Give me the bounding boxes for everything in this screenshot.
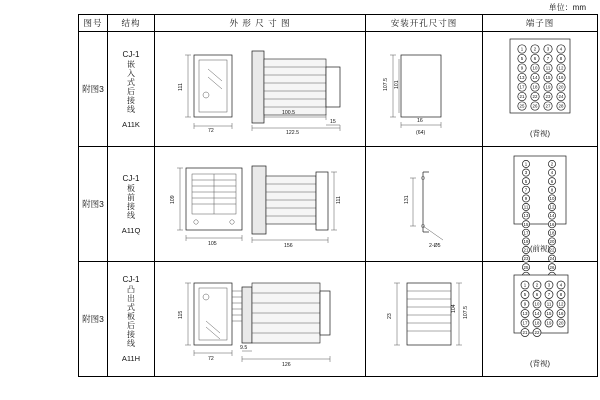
terminal-drawing-cell <box>483 147 598 270</box>
terminal-drawing-1 <box>484 33 596 145</box>
outline-drawing-cell <box>155 147 366 262</box>
terminal-number: 23 <box>523 256 529 262</box>
terminal-number: 21 <box>522 330 528 336</box>
hole-drawing-cell <box>366 147 483 262</box>
terminal-number: 12 <box>558 65 564 71</box>
terminal-number: 3 <box>546 46 550 52</box>
terminal-number: 2 <box>550 161 554 167</box>
fig-no-text: 附图3 <box>82 198 104 209</box>
terminal-number: 23 <box>545 94 551 100</box>
svg-text:23: 23 <box>387 313 393 319</box>
svg-text:107.5: 107.5 <box>383 78 389 91</box>
terminal-number: 16 <box>558 311 564 317</box>
terminal-number: 8 <box>550 187 554 193</box>
header-hole: 安装开孔尺寸图 <box>366 15 483 32</box>
svg-text:115: 115 <box>178 310 184 319</box>
terminal-number: 7 <box>524 187 528 193</box>
terminal-caption: (背视) <box>530 129 550 138</box>
terminal-number: 3 <box>524 170 528 176</box>
hole-drawing-2 <box>367 148 481 260</box>
svg-text:72: 72 <box>208 128 214 134</box>
terminal-number: 20 <box>549 239 555 244</box>
structure-code: A11Q <box>121 225 141 235</box>
svg-text:9.5: 9.5 <box>240 345 248 351</box>
terminal-number: 4 <box>559 46 563 52</box>
structure-cell <box>108 32 155 147</box>
table-header-row <box>79 15 598 32</box>
terminal-number: 15 <box>546 311 552 317</box>
terminal-number: 9 <box>524 196 528 201</box>
svg-text:122.5: 122.5 <box>286 130 299 136</box>
terminal-number: 8 <box>559 56 563 62</box>
terminal-number: 16 <box>549 221 555 227</box>
table-row <box>79 262 598 377</box>
terminal-number: 4 <box>559 282 563 288</box>
structure-cell <box>108 262 155 377</box>
terminal-caption: (前视) <box>530 244 550 253</box>
svg-text:109: 109 <box>170 195 176 204</box>
svg-text:16: 16 <box>417 118 423 124</box>
terminal-number: 14 <box>534 311 540 317</box>
unit-note: 单位：mm <box>548 3 586 12</box>
svg-text:2-Ø5: 2-Ø5 <box>429 243 441 249</box>
terminal-number: 1 <box>524 161 528 167</box>
structure-label: 嵌入式后接线 <box>126 59 136 114</box>
terminal-number: 10 <box>534 301 540 307</box>
svg-text:156: 156 <box>284 243 293 249</box>
terminal-number: 4 <box>550 170 554 176</box>
terminal-number: 6 <box>533 56 537 62</box>
terminal-number: 24 <box>558 94 564 100</box>
terminal-number: 6 <box>535 292 539 298</box>
terminal-number: 25 <box>519 103 525 109</box>
terminal-number: 26 <box>549 264 555 270</box>
terminal-number: 7 <box>547 292 551 298</box>
svg-text:126: 126 <box>282 362 291 368</box>
terminal-drawing-2 <box>484 148 596 270</box>
terminal-number: 11 <box>523 204 529 210</box>
terminal-number: 22 <box>532 94 538 100</box>
hole-drawing-cell <box>366 262 483 377</box>
terminal-number: 21 <box>523 247 529 253</box>
terminal-number: 2 <box>535 282 539 288</box>
terminal-number: 21 <box>519 94 525 100</box>
svg-text:107.5: 107.5 <box>463 306 469 319</box>
terminal-number: 20 <box>558 84 564 90</box>
terminal-number: 19 <box>523 239 529 244</box>
terminal-number: 3 <box>547 282 551 288</box>
terminal-number: 19 <box>546 320 552 326</box>
terminal-drawing-cell <box>483 32 598 147</box>
terminal-number: 14 <box>532 75 538 81</box>
table-row <box>79 147 598 262</box>
terminal-number: 11 <box>546 301 552 307</box>
terminal-number: 16 <box>558 75 564 81</box>
terminal-number: 18 <box>549 230 555 236</box>
terminal-number: 9 <box>523 301 527 307</box>
structure-label: 凸出式板后接线 <box>126 285 136 348</box>
terminal-number: 11 <box>545 65 551 71</box>
terminal-number: 5 <box>524 178 528 184</box>
fig-no-text: 附图3 <box>82 83 104 94</box>
terminal-number: 22 <box>549 247 555 253</box>
model-label: CJ-1 <box>122 173 140 183</box>
hole-drawing-1 <box>367 33 481 145</box>
terminal-number: 12 <box>549 204 555 210</box>
terminal-number: 13 <box>519 75 525 81</box>
terminal-number: 1 <box>523 282 527 288</box>
terminal-number: 7 <box>546 56 550 62</box>
svg-text:104: 104 <box>451 304 457 313</box>
svg-text:111: 111 <box>336 196 342 204</box>
svg-text:105: 105 <box>208 241 217 247</box>
header-structure: 结构 <box>108 15 155 32</box>
terminal-number: 17 <box>522 320 528 326</box>
terminal-number: 10 <box>549 196 555 201</box>
terminal-number: 19 <box>545 84 551 90</box>
model-label: CJ-1 <box>122 275 140 284</box>
outline-drawing-1 <box>156 33 364 145</box>
terminal-number: 13 <box>523 213 529 219</box>
fig-no-cell <box>79 32 108 147</box>
terminal-number: 12 <box>558 301 564 307</box>
terminal-drawing-3 <box>484 263 596 375</box>
hole-drawing-3 <box>367 263 481 375</box>
terminal-caption: (背视) <box>530 359 550 368</box>
outline-drawing-2 <box>156 148 364 260</box>
svg-text:15: 15 <box>330 119 336 125</box>
terminal-number: 14 <box>549 213 555 219</box>
outline-drawing-cell <box>155 32 366 147</box>
terminal-number: 2 <box>533 46 537 52</box>
svg-text:72: 72 <box>208 356 214 362</box>
terminal-number: 27 <box>545 103 551 109</box>
terminal-number: 17 <box>523 230 529 236</box>
svg-text:131: 131 <box>404 195 410 204</box>
header-terminal: 端子图 <box>483 15 598 32</box>
fig-no-cell <box>79 262 108 377</box>
terminal-number: 20 <box>558 320 564 326</box>
hole-drawing-cell <box>366 32 483 147</box>
structure-code: A11K <box>122 119 140 129</box>
terminal-number: 18 <box>532 84 538 90</box>
terminal-number: 9 <box>520 65 524 71</box>
svg-text:(64): (64) <box>416 130 426 136</box>
table-row <box>79 32 598 147</box>
terminal-number: 10 <box>532 65 538 71</box>
terminal-number: 15 <box>545 75 551 81</box>
terminal-number: 24 <box>549 256 555 262</box>
terminal-drawing-cell <box>483 262 598 377</box>
specification-table <box>78 14 598 377</box>
terminal-number: 6 <box>550 178 554 184</box>
terminal-number: 5 <box>520 56 524 62</box>
terminal-number: 25 <box>523 264 529 270</box>
terminal-number: 22 <box>534 330 540 336</box>
terminal-number: 28 <box>558 103 564 109</box>
terminal-number: 26 <box>532 103 538 109</box>
model-label: CJ-1 <box>122 49 140 59</box>
header-fig-no: 图号 <box>79 15 108 32</box>
structure-cell <box>108 147 155 262</box>
terminal-number: 17 <box>519 84 525 90</box>
terminal-number: 15 <box>523 221 529 227</box>
svg-text:111: 111 <box>178 83 184 91</box>
terminal-number: 5 <box>523 292 527 298</box>
terminal-number: 1 <box>520 46 524 52</box>
svg-text:100.5: 100.5 <box>282 110 295 116</box>
header-outline: 外 形 尺 寸 图 <box>155 15 366 32</box>
fig-no-cell <box>79 147 108 262</box>
outline-drawing-3 <box>156 263 364 375</box>
fig-no-text: 附图3 <box>82 313 104 324</box>
terminal-number: 8 <box>559 292 563 298</box>
structure-code: A11H <box>121 354 141 363</box>
outline-drawing-cell <box>155 262 366 377</box>
terminal-number: 18 <box>534 320 540 326</box>
svg-text:101: 101 <box>394 80 400 89</box>
terminal-number: 13 <box>522 311 528 317</box>
structure-label: 板前接线 <box>126 183 136 220</box>
